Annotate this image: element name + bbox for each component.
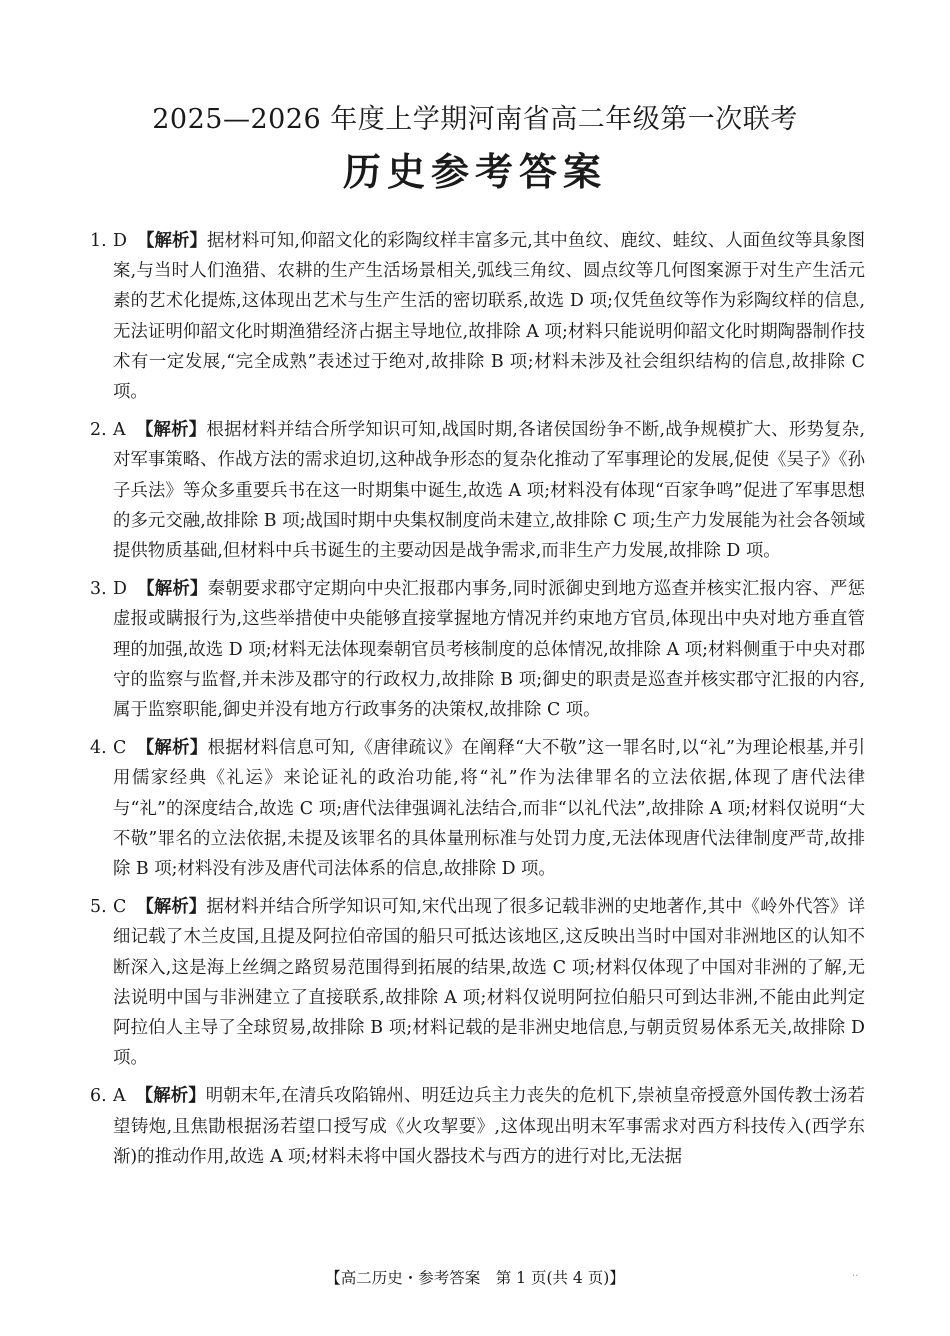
- analysis-label: 【解析】: [135, 420, 207, 441]
- answer-choice: D: [113, 579, 127, 600]
- answer-number: 6.: [90, 1086, 107, 1107]
- answer-number: 4.: [90, 738, 107, 759]
- analysis-text: 据材料并结合所学知识可知,宋代出现了很多记载非洲的史地著作,其中《岭外代答》详细记载了木兰皮国,且提及阿拉伯帝国的船只可抵达该地区,这反映出当时中国对非洲地区的认知不断深入,这是海上丝绸之路贸易范围得到拓展的结果,故选 C 项;材料仅体现了中国对非洲的了解,无法说明中国与非洲建立了直接联系,故排除 A 项;材料仅说明阿拉伯船只可到达非洲,不能由此判定阿拉伯人主导了全球贸易,故排除 B 项;材料记载的是非洲史地信息,与朝贡贸易体系无关,故排除 D 项。: [113, 897, 865, 1069]
- answer-choice: C: [113, 738, 127, 759]
- analysis-text: 根据材料信息可知,《唐律疏议》在阐释“大不敬”这一罪名时,以“礼”为理论根基,并引用儒家经典《礼运》来论证礼的政治功能,将“礼”作为法律罪名的立法依据,体现了唐代法律与“礼”的深度结合,故选 C 项;唐代法律强调礼法结合,而非“以礼代法”,故排除 A 项;材料仅说明“大不敬”罪名的立法依据,未提及该罪名的具体量刑标准与处罚力度,无法体现唐代法律制度严苛,故排除 B 项;材料没有涉及唐代司法体系的信息,故排除 D 项。: [113, 738, 865, 880]
- page-footer: 【高二历史・参考答案 第 1 页(共 4 页)】: [325, 1269, 625, 1287]
- answer-item-3: [90, 574, 865, 725]
- analysis-text: 据材料可知,仰韶文化的彩陶纹样丰富多元,其中鱼纹、鹿纹、蛙纹、人面鱼纹等具象图案,与当时人们渔猎、农耕的生产生活场景相关,弧线三角纹、圆点纹等几何图案源于对生产生活元素的艺术化提炼,这体现出艺术与生产生活的密切联系,故选 D 项;仅凭鱼纹等作为彩陶纹样的信息,无法证明仰韶文化时期渔猎经济占据主导地位,故排除 A 项;材料只能说明仰韶文化时期陶器制作技术有一定发展,“完全成熟”表述过于绝对,故排除 B 项;材料未涉及社会组织结构的信息,故排除 C 项。: [113, 231, 865, 403]
- analysis-label: 【解析】: [136, 738, 208, 759]
- analysis-text: 根据材料并结合所学知识可知,战国时期,各诸侯国纷争不断,战争规模扩大、形势复杂,对军事策略、作战方法的需求迫切,这种战争形态的复杂化推动了军事理论的发展,促使《吴子》《孙子兵法》等众多重要兵书在这一时期集中诞生,故选 A 项;材料没有体现“百家争鸣”促进了军事思想的多元交融,故排除 B 项;战国时期中央集权制度尚未建立,故排除 C 项;生产力发展能为社会各领域提供物质基础,但材料中兵书诞生的主要动因是战争需求,而非生产力发展,故排除 D 项。: [113, 420, 865, 562]
- answer-list: [90, 226, 865, 1180]
- answer-choice: A: [113, 1086, 126, 1107]
- footer-mark: ..: [852, 1268, 859, 1279]
- answer-item-2: [90, 415, 865, 566]
- analysis-label: 【解析】: [136, 897, 207, 918]
- answer-number: 2.: [90, 420, 107, 441]
- answer-item-5: [90, 892, 865, 1073]
- page-title: 2025—2026 年度上学期河南省高二年级第一次联考: [152, 104, 798, 135]
- analysis-text: 明朝末年,在清兵攻陷锦州、明廷边兵主力丧失的危机下,崇祯皇帝授意外国传教士汤若望铸炮,且焦勖根据汤若望口授写成《火攻挈要》,这体现出明末军事需求对西方科技传入(西学东渐)的推动作用,故选 A 项;材料未将中国火器技术与西方的进行对比,无法据: [113, 1086, 865, 1167]
- answer-item-1: [90, 226, 865, 407]
- answer-item-6: [90, 1081, 865, 1172]
- analysis-label: 【解析】: [136, 231, 207, 251]
- page-subtitle: 历史参考答案: [342, 149, 607, 194]
- answer-number: 1.: [90, 231, 107, 251]
- answer-number: 5.: [90, 897, 107, 918]
- answer-choice: A: [113, 420, 126, 441]
- answer-choice: C: [113, 897, 127, 918]
- analysis-label: 【解析】: [135, 1086, 206, 1107]
- analysis-text: 秦朝要求郡守定期向中央汇报郡内事务,同时派御史到地方巡查并核实汇报内容、严惩虚报或瞒报行为,这些举措使中央能够直接掌握地方情况并约束地方官员,体现出中央对地方垂直管理的加强,故选 D 项;材料无法体现秦朝官员考核制度的总体情况,故排除 A 项;材料侧重于中央对郡守的监察与监督,并未涉及郡守的行政权力,故排除 B 项;御史的职责是巡查并核实郡守汇报的内容,属于监察职能,御史并没有地方行政事务的决策权,故排除 C 项。: [113, 579, 865, 721]
- answer-number: 3.: [90, 579, 107, 600]
- answer-item-4: [90, 733, 865, 884]
- analysis-label: 【解析】: [136, 579, 208, 600]
- answer-choice: D: [113, 231, 127, 251]
